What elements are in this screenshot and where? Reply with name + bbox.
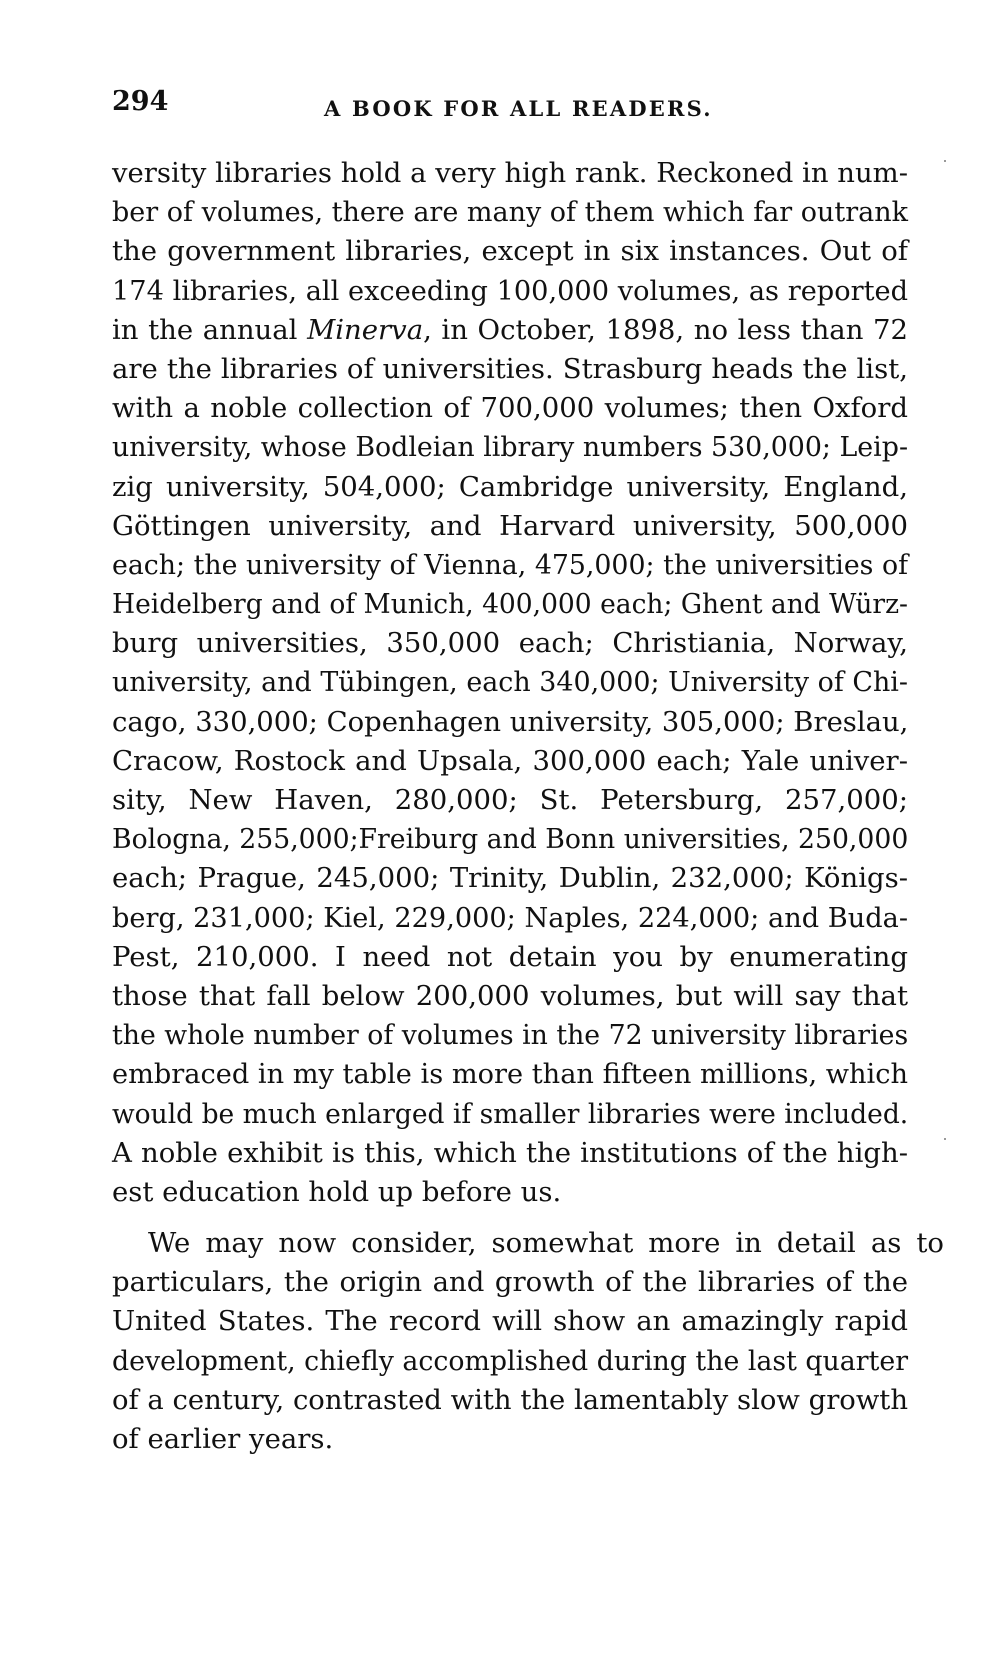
text-line: ber of volumes, there are many of them which far outrank bbox=[112, 196, 908, 229]
text-segment: in the annual bbox=[112, 313, 308, 346]
text-line: est education hold up before us. bbox=[112, 1175, 562, 1208]
text-line: A noble exhibit is this, which the institutions of the high- bbox=[112, 1136, 908, 1169]
text-line: those that fall below 200,000 volumes, but will say that bbox=[112, 979, 908, 1012]
text-line: of a century, contrasted with the lamentably slow growth bbox=[112, 1383, 908, 1416]
text-line: United States. The record will show an amazingly rapid bbox=[112, 1305, 908, 1338]
journal-title-minerva: Minerva bbox=[307, 313, 424, 346]
margin-speck bbox=[944, 1138, 946, 1140]
text-line: particulars, the origin and growth of the libraries of the bbox=[112, 1266, 908, 1299]
text-line: each; Prague, 245,000; Trinity, Dublin, 232,000; Königs- bbox=[112, 862, 908, 895]
text-segment: , in October, 1898, no less than 72 bbox=[423, 313, 908, 346]
text-line: Bologna, 255,000;Freiburg and Bonn universities, 250,000 bbox=[112, 823, 909, 856]
text-line: berg, 231,000; Kiel, 229,000; Naples, 224,000; and Buda- bbox=[112, 901, 908, 934]
text-line: Cracow, Rostock and Upsala, 300,000 each; Yale univer- bbox=[112, 744, 908, 777]
text-line: Heidelberg and of Munich, 400,000 each; Ghent and Würz- bbox=[112, 588, 908, 621]
running-head bbox=[112, 86, 912, 126]
text-line: are the libraries of universities. Strasburg heads the list, bbox=[112, 352, 908, 385]
text-line: with a noble collection of 700,000 volumes; then Oxford bbox=[112, 392, 908, 425]
text-line: university, and Tübingen, each 340,000; University of Chi- bbox=[112, 666, 908, 699]
text-line bbox=[112, 311, 908, 350]
text-line: development, chiefly accomplished during the last quarter bbox=[112, 1344, 909, 1377]
text-line: the whole number of volumes in the 72 university libraries bbox=[112, 1019, 909, 1052]
text-line: We may now consider, somewhat more in detail as to bbox=[148, 1227, 944, 1260]
page-number: 294 bbox=[112, 86, 169, 117]
text-line: 174 libraries, all exceeding 100,000 volumes, as reported bbox=[112, 274, 908, 307]
text-line: cago, 330,000; Copenhagen university, 305,000; Breslau, bbox=[112, 705, 909, 738]
paragraph-2 bbox=[112, 1224, 944, 1459]
text-line: Pest, 210,000. I need not detain you by enumerating bbox=[112, 940, 908, 973]
paragraph-1 bbox=[112, 154, 908, 1212]
text-line: would be much enlarged if smaller libraries were included. bbox=[112, 1097, 909, 1130]
text-line: university, whose Bodleian library numbers 530,000; Leip- bbox=[112, 431, 909, 464]
margin-speck bbox=[944, 160, 946, 162]
text-line: the government libraries, except in six instances. Out of bbox=[112, 235, 908, 268]
text-line: Göttingen university, and Harvard university, 500,000 bbox=[112, 509, 908, 542]
body-text bbox=[112, 154, 944, 1459]
paragraph-gap bbox=[112, 1212, 908, 1224]
text-line: sity, New Haven, 280,000; St. Petersburg, 257,000; bbox=[112, 784, 908, 816]
text-line: of earlier years. bbox=[112, 1423, 334, 1455]
text-line: burg universities, 350,000 each; Christiania, Norway, bbox=[112, 627, 908, 660]
text-line: embraced in my table is more than fifteen millions, which bbox=[112, 1058, 908, 1091]
text-line: zig university, 504,000; Cambridge university, England, bbox=[112, 470, 908, 503]
text-line: versity libraries hold a very high rank. Reckoned in num- bbox=[112, 157, 908, 189]
text-line: each; the university of Vienna, 475,000; the universities of bbox=[112, 548, 908, 581]
running-title: A BOOK FOR ALL READERS. bbox=[324, 96, 713, 121]
